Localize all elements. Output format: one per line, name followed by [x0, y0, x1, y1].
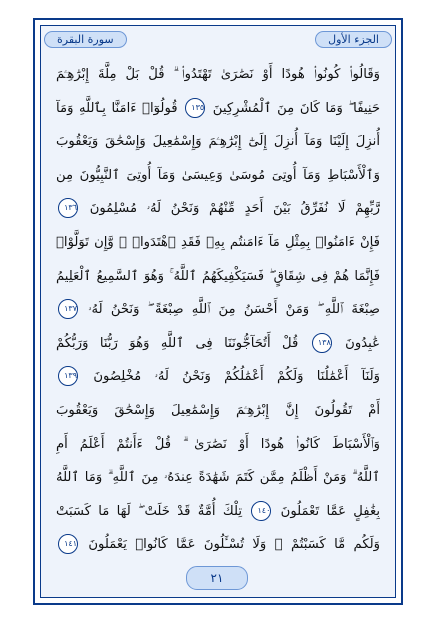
quran-text	[56, 58, 380, 563]
line-text: فَإِنَّمَا هُمْ فِى شِقَاقٍ ۖ فَسَيَكْفِيكَهُمُ ٱللَّهُ ۚ وَهُوَ ٱلسَّمِيعُ ٱلْعَلِيمُ	[56, 268, 380, 284]
text-line	[56, 159, 380, 193]
page-header	[44, 28, 392, 50]
surah-label: سورة البقرة	[44, 31, 127, 48]
line-text: عَٰبِدُونَ	[345, 335, 380, 351]
line-text-after: قُولُوٓا۟ ءَامَنَّا بِٱللَّهِ وَمَآ	[56, 100, 178, 116]
text-line	[56, 192, 380, 226]
line-text: وَقَالُوا۟ كُونُوا۟ هُودًا أَوْ نَصَٰرَىٰ تَهْتَدُوا۟ ۗ قُلْ بَلْ مِلَّةَ إِبْرَٰهِـۧمَ	[56, 67, 380, 82]
juz-label: الجزء الأول	[315, 31, 392, 48]
line-text: أُنزِلَ إِلَيْنَا وَمَآ أُنزِلَ إِلَىٰٓ إِبْرَٰهِـۧمَ وَإِسْمَٰعِيلَ وَإِسْحَٰقَ وَيَعْقُوبَ	[56, 134, 380, 150]
ayah-marker: ١٣٦	[58, 198, 78, 218]
line-text: رَّبِّهِمْ لَا نُفَرِّقُ بَيْنَ أَحَدٍ مِّنْهُمْ وَنَحْنُ لَهُۥ مُسْلِمُونَ	[89, 201, 380, 217]
text-line	[56, 528, 380, 562]
line-text: وَٱلْأَسْبَاطَ كَانُوا۟ هُودًا أَوْ نَصَٰرَىٰ ۗ قُلْ ءَأَنتُمْ أَعْلَمُ أَمِ	[56, 436, 380, 452]
text-line	[56, 293, 380, 327]
text-line	[56, 360, 380, 394]
line-text: حَنِيفًا ۖ وَمَا كَانَ مِنَ ٱلْمُشْرِكِينَ	[212, 100, 380, 116]
line-text-after: تِلْكَ أُمَّةٌ قَدْ خَلَتْ ۖ لَهَا مَا كَسَبَتْ	[56, 503, 243, 519]
line-text-after: قُلْ أَتُحَآجُّونَنَا فِى ٱللَّهِ وَهُوَ رَبُّنَا وَرَبُّكُمْ	[56, 335, 299, 351]
text-line	[56, 58, 380, 92]
ayah-marker: ١٣٧	[58, 299, 78, 319]
ayah-marker: ١٣٨	[312, 333, 332, 353]
text-line	[56, 428, 380, 462]
line-text: بِغَٰفِلٍ عَمَّا تَعْمَلُونَ	[280, 503, 380, 519]
line-text: ٱللَّهُ ۗ وَمَنْ أَظْلَمُ مِمَّن كَتَمَ شَهَٰدَةً عِندَهُۥ مِنَ ٱللَّهِ ۗ وَمَا ٱللَّهُ	[56, 470, 380, 486]
page-number: ٢١	[186, 566, 248, 590]
text-line	[56, 461, 380, 495]
text-line	[56, 327, 380, 361]
ayah-marker: ١٤٠	[251, 501, 271, 521]
ayah-marker: ١٤١	[58, 534, 78, 554]
line-text: وَلَنَآ أَعْمَٰلُنَا وَلَكُمْ أَعْمَٰلُكُمْ وَنَحْنُ لَهُۥ مُخْلِصُونَ	[93, 369, 380, 385]
line-text: وَٱلْأَسْبَاطِ وَمَآ أُوتِىَ مُوسَىٰ وَعِيسَىٰ وَمَآ أُوتِىَ ٱلنَّبِيُّونَ مِن	[56, 167, 380, 183]
text-line	[56, 495, 380, 529]
text-line	[56, 394, 380, 428]
line-text: أَمْ تَقُولُونَ إِنَّ إِبْرَٰهِـۧمَ وَإِسْمَٰعِيلَ وَإِسْحَٰقَ وَيَعْقُوبَ	[56, 402, 380, 418]
line-text: وَلَكُم مَّا كَسَبْتُمْ ۖ وَلَا تُسْـَٔلُونَ عَمَّا كَانُوا۟ يَعْمَلُونَ	[88, 537, 380, 553]
text-line	[56, 125, 380, 159]
text-line	[56, 92, 380, 126]
text-line	[56, 226, 380, 260]
line-text-after: صِبْغَةَ ٱللَّهِ ۖ وَمَنْ أَحْسَنُ مِنَ ٱللَّهِ صِبْغَةً ۖ وَنَحْنُ لَهُۥ	[88, 302, 380, 318]
line-text: فَإِنْ ءَامَنُوا۟ بِمِثْلِ مَآ ءَامَنتُم بِهِۦ فَقَدِ ٱهْتَدَوا۟ ۖ وَّإِن تَوَلَّوْا۟	[56, 234, 380, 250]
text-line	[56, 260, 380, 294]
ayah-marker: ١٣٥	[185, 98, 205, 118]
ayah-marker: ١٣٩	[58, 366, 78, 386]
